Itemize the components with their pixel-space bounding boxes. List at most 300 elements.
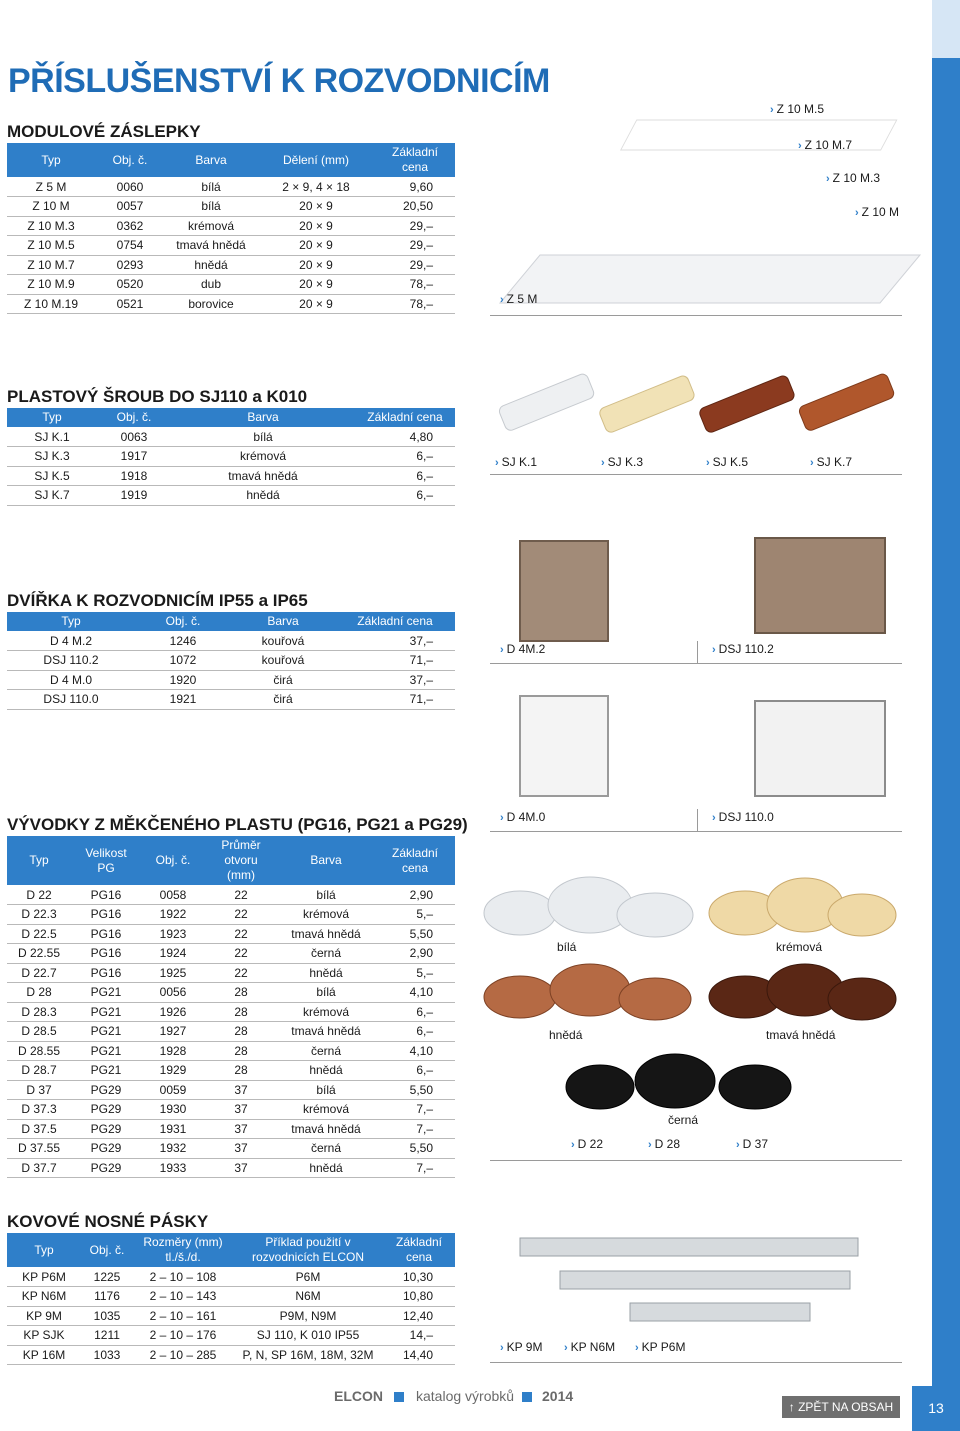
section-title-modulove: MODULOVÉ ZÁSLEPKY — [7, 122, 201, 141]
table-cell: Z 10 M.5 — [7, 236, 95, 256]
table-row — [7, 631, 455, 651]
table-cell: 1921 — [135, 690, 231, 710]
table-cell: 37 — [205, 1080, 277, 1100]
table-row — [7, 670, 455, 690]
table-cell: 37 — [205, 1158, 277, 1178]
table-row — [7, 486, 455, 506]
table-row — [7, 1100, 455, 1120]
footer-square-icon — [394, 1392, 404, 1402]
table-cell: 1930 — [141, 1100, 205, 1120]
table-cell: PG16 — [71, 885, 141, 905]
table-row — [7, 1080, 455, 1100]
divider — [490, 1362, 902, 1363]
table-cell: 1919 — [97, 486, 171, 506]
table-cell: krémová — [277, 1002, 375, 1022]
table-cell: Z 5 M — [7, 177, 95, 197]
table-cell: 0057 — [95, 197, 165, 217]
column-header: Základní cena — [375, 143, 455, 177]
table-cell: D 22 — [7, 885, 71, 905]
table-cell: 4,80 — [355, 427, 455, 447]
table-row — [7, 924, 455, 944]
table-cell: 0059 — [141, 1080, 205, 1100]
table-header-row — [7, 408, 455, 427]
table-row — [7, 447, 455, 467]
table-cell: 6,– — [375, 1022, 455, 1042]
table-cell: 37 — [205, 1139, 277, 1159]
label-d4m2: › D 4M.2 — [500, 642, 546, 656]
sidebar-bar — [932, 58, 960, 1386]
table-row — [7, 1061, 455, 1081]
table-cell: 0520 — [95, 275, 165, 295]
table-cell: D 4 M.2 — [7, 631, 135, 651]
table-cell: krémová — [277, 905, 375, 925]
table-cell: 1923 — [141, 924, 205, 944]
column-header: Barva — [277, 836, 375, 885]
sidebar-top — [932, 0, 960, 58]
table-cell: bílá — [277, 885, 375, 905]
table-cell: 37,– — [335, 631, 455, 651]
table-cell: D 22.5 — [7, 924, 71, 944]
table-cell: černá — [277, 1139, 375, 1159]
table-cell: Z 10 M.3 — [7, 216, 95, 236]
table-cell: 2,90 — [375, 885, 455, 905]
table-row — [7, 255, 455, 275]
divider — [697, 641, 698, 663]
table-cell: KP N6M — [7, 1287, 81, 1307]
table-cell: hnědá — [165, 255, 257, 275]
table-cell: N6M — [233, 1287, 383, 1307]
table-cell: borovice — [165, 294, 257, 314]
table-cell: 7,– — [375, 1100, 455, 1120]
table-cell: PG29 — [71, 1100, 141, 1120]
table-cell: 22 — [205, 944, 277, 964]
footer-catalog: katalog výrobků — [416, 1388, 515, 1404]
table-cell: D 22.7 — [7, 963, 71, 983]
table-cell: tmavá hnědá — [171, 466, 355, 486]
table-cell: 5,50 — [375, 1080, 455, 1100]
table-cell: KP 16M — [7, 1345, 81, 1365]
table-vyvodky — [7, 836, 455, 1178]
table-row — [7, 294, 455, 314]
table-cell: 37,– — [335, 670, 455, 690]
table-header-row — [7, 1233, 455, 1267]
column-header: Základní cena — [335, 612, 455, 631]
footer-square-icon — [522, 1392, 532, 1402]
table-row — [7, 1139, 455, 1159]
table-cell: 28 — [205, 1022, 277, 1042]
table-cell: 0060 — [95, 177, 165, 197]
label-color-cream: krémová — [776, 940, 823, 954]
table-cell: PG29 — [71, 1119, 141, 1139]
table-cell: 6,– — [355, 466, 455, 486]
doors-image — [515, 536, 895, 806]
table-cell: 22 — [205, 924, 277, 944]
table-cell: D 37 — [7, 1080, 71, 1100]
table-row — [7, 1326, 455, 1346]
label-z10m7: › Z 10 M.7 — [798, 138, 853, 152]
back-to-contents-button[interactable]: ↑ ZPĚT NA OBSAH — [782, 1396, 900, 1418]
table-cell: 14,– — [383, 1326, 455, 1346]
table-cell: 5,– — [375, 905, 455, 925]
table-row — [7, 1022, 455, 1042]
divider — [490, 663, 902, 664]
table-row — [7, 1287, 455, 1307]
column-header: Základní cena — [355, 408, 455, 427]
table-header-row — [7, 836, 455, 885]
table-cell: 1932 — [141, 1139, 205, 1159]
table-cell: PG29 — [71, 1080, 141, 1100]
table-cell: D 22.3 — [7, 905, 71, 925]
label-color-white: bílá — [557, 940, 577, 954]
table-cell: bílá — [277, 983, 375, 1003]
table-cell: tmavá hnědá — [277, 1022, 375, 1042]
column-header: Velikost PG — [71, 836, 141, 885]
table-sroub — [7, 408, 455, 506]
table-cell: 1033 — [81, 1345, 133, 1365]
table-cell: bílá — [165, 197, 257, 217]
table-row — [7, 651, 455, 671]
table-cell: D 28.3 — [7, 1002, 71, 1022]
label-dsj1102: › DSJ 110.2 — [712, 642, 774, 656]
table-cell: 7,– — [375, 1119, 455, 1139]
table-cell: 2 – 10 – 176 — [133, 1326, 233, 1346]
table-cell: 6,– — [375, 1002, 455, 1022]
label-kpn6m: › KP N6M — [564, 1340, 616, 1354]
table-cell: DSJ 110.0 — [7, 690, 135, 710]
table-cell: 9,60 — [375, 177, 455, 197]
table-cell: 10,80 — [383, 1287, 455, 1307]
label-d28: › D 28 — [648, 1137, 681, 1151]
column-header: Základní cena — [383, 1233, 455, 1267]
table-cell: 2 – 10 – 161 — [133, 1306, 233, 1326]
table-cell: Z 10 M.19 — [7, 294, 95, 314]
table-row — [7, 1041, 455, 1061]
table-cell: 6,– — [355, 447, 455, 467]
table-cell: kouřová — [231, 631, 335, 651]
table-cell: PG16 — [71, 963, 141, 983]
table-cell: kouřová — [231, 651, 335, 671]
table-cell: D 28.55 — [7, 1041, 71, 1061]
table-cell: tmavá hnědá — [165, 236, 257, 256]
footer — [0, 1386, 932, 1416]
table-cell: PG16 — [71, 944, 141, 964]
column-header: Typ — [7, 1233, 81, 1267]
divider — [490, 315, 902, 316]
table-cell: krémová — [165, 216, 257, 236]
column-header: Typ — [7, 612, 135, 631]
table-cell: 1929 — [141, 1061, 205, 1081]
label-d4m0: › D 4M.0 — [500, 810, 546, 824]
table-cell: Z 10 M.7 — [7, 255, 95, 275]
table-cell: 1920 — [135, 670, 231, 690]
section-title-vyvodky: VÝVODKY Z MĚKČENÉHO PLASTU (PG16, PG21 a PG29) — [7, 815, 468, 834]
table-cell: 2 – 10 – 285 — [133, 1345, 233, 1365]
table-cell: D 28.5 — [7, 1022, 71, 1042]
page-title: PŘÍSLUŠENSTVÍ K ROZVODNICÍM — [8, 62, 550, 100]
table-cell: P, N, SP 16M, 18M, 32M — [233, 1345, 383, 1365]
table-row — [7, 427, 455, 447]
table-cell: 1072 — [135, 651, 231, 671]
table-cell: PG16 — [71, 924, 141, 944]
table-cell: 22 — [205, 885, 277, 905]
column-header: Barva — [231, 612, 335, 631]
table-cell: 78,– — [375, 275, 455, 295]
metal-strips-image — [520, 1235, 860, 1330]
table-row — [7, 983, 455, 1003]
table-row — [7, 885, 455, 905]
table-cell: tmavá hnědá — [277, 1119, 375, 1139]
table-cell: 1918 — [97, 466, 171, 486]
table-cell: 0754 — [95, 236, 165, 256]
table-row — [7, 1002, 455, 1022]
table-cell: 22 — [205, 905, 277, 925]
table-cell: 12,40 — [383, 1306, 455, 1326]
table-cell: DSJ 110.2 — [7, 651, 135, 671]
label-dsj1100: › DSJ 110.0 — [712, 810, 774, 824]
table-cell: 1246 — [135, 631, 231, 651]
table-row — [7, 690, 455, 710]
table-row — [7, 1345, 455, 1365]
table-cell: PG29 — [71, 1158, 141, 1178]
table-row — [7, 963, 455, 983]
table-cell: 1211 — [81, 1326, 133, 1346]
table-cell: D 28 — [7, 983, 71, 1003]
label-sjk1: › SJ K.1 — [495, 455, 538, 469]
table-cell: 20 × 9 — [257, 216, 375, 236]
table-cell: SJ K.5 — [7, 466, 97, 486]
table-row — [7, 1158, 455, 1178]
table-row — [7, 1119, 455, 1139]
table-cell: 2 × 9, 4 × 18 — [257, 177, 375, 197]
table-cell: 5,50 — [375, 1139, 455, 1159]
table-cell: 29,– — [375, 216, 455, 236]
table-header-row — [7, 143, 455, 177]
table-cell: 28 — [205, 1002, 277, 1022]
table-cell: 0293 — [95, 255, 165, 275]
table-cell: PG21 — [71, 1041, 141, 1061]
table-cell: PG21 — [71, 1002, 141, 1022]
table-cell: 37 — [205, 1100, 277, 1120]
table-cell: 10,30 — [383, 1267, 455, 1287]
label-z5m: › Z 5 M — [500, 292, 538, 306]
label-sjk5: › SJ K.5 — [706, 455, 749, 469]
table-row — [7, 275, 455, 295]
label-color-dark-brown: tmavá hnědá — [766, 1028, 836, 1042]
table-cell: 29,– — [375, 236, 455, 256]
column-header: Obj. č. — [81, 1233, 133, 1267]
table-cell: Z 10 M.9 — [7, 275, 95, 295]
table-cell: 1925 — [141, 963, 205, 983]
table-cell: 28 — [205, 1061, 277, 1081]
table-cell: 1035 — [81, 1306, 133, 1326]
table-cell: 4,10 — [375, 1041, 455, 1061]
table-cell: SJ K.7 — [7, 486, 97, 506]
table-cell: 0058 — [141, 885, 205, 905]
label-color-black: černá — [668, 1113, 699, 1127]
blanking-strips-image — [500, 95, 920, 310]
table-cell: dub — [165, 275, 257, 295]
table-cell: 6,– — [375, 1061, 455, 1081]
section-title-dvirka: DVÍŘKA K ROZVODNICÍM IP55 a IP65 — [7, 591, 308, 610]
table-row — [7, 1306, 455, 1326]
table-cell: KP P6M — [7, 1267, 81, 1287]
table-row — [7, 905, 455, 925]
table-cell: bílá — [165, 177, 257, 197]
column-header: Typ — [7, 143, 95, 177]
table-cell: 1225 — [81, 1267, 133, 1287]
table-cell: 2 – 10 – 108 — [133, 1267, 233, 1287]
table-cell: bílá — [171, 427, 355, 447]
table-cell: 71,– — [335, 690, 455, 710]
table-cell: SJ 110, K 010 IP55 — [233, 1326, 383, 1346]
table-cell: KP SJK — [7, 1326, 81, 1346]
table-cell: PG29 — [71, 1139, 141, 1159]
table-cell: D 37.5 — [7, 1119, 71, 1139]
table-cell: 22 — [205, 963, 277, 983]
table-cell: 7,– — [375, 1158, 455, 1178]
table-row — [7, 1267, 455, 1287]
table-cell: hnědá — [171, 486, 355, 506]
table-cell: 5,50 — [375, 924, 455, 944]
label-z10m: › Z 10 M — [855, 205, 900, 219]
table-row — [7, 944, 455, 964]
table-cell: 2 – 10 – 143 — [133, 1287, 233, 1307]
column-header: Typ — [7, 836, 71, 885]
table-cell: KP 9M — [7, 1306, 81, 1326]
table-cell: 1924 — [141, 944, 205, 964]
table-cell: 1176 — [81, 1287, 133, 1307]
table-cell: krémová — [277, 1100, 375, 1120]
table-cell: PG21 — [71, 983, 141, 1003]
label-sjk7: › SJ K.7 — [810, 455, 853, 469]
table-cell: PG21 — [71, 1061, 141, 1081]
table-row — [7, 197, 455, 217]
table-cell: 4,10 — [375, 983, 455, 1003]
table-cell: čirá — [231, 690, 335, 710]
table-cell: bílá — [277, 1080, 375, 1100]
table-cell: 28 — [205, 1041, 277, 1061]
section-title-sroub: PLASTOVÝ ŠROUB DO SJ110 a K010 — [7, 387, 308, 406]
column-header: Příklad použití v rozvodnicích ELCON — [233, 1233, 383, 1267]
column-header: Základní cena — [375, 836, 455, 885]
table-cell: 20,50 — [375, 197, 455, 217]
divider — [697, 809, 698, 831]
table-cell: hnědá — [277, 963, 375, 983]
column-header: Typ — [7, 408, 97, 427]
table-cell: D 28.7 — [7, 1061, 71, 1081]
table-cell: 1917 — [97, 447, 171, 467]
table-cell: 14,40 — [383, 1345, 455, 1365]
table-cell: 2,90 — [375, 944, 455, 964]
label-d37: › D 37 — [736, 1137, 769, 1151]
column-header: Barva — [171, 408, 355, 427]
label-z10m5: › Z 10 M.5 — [770, 102, 825, 116]
table-cell: 5,– — [375, 963, 455, 983]
glands-image — [480, 865, 900, 1115]
table-row — [7, 177, 455, 197]
table-cell: Z 10 M — [7, 197, 95, 217]
table-cell: 0362 — [95, 216, 165, 236]
table-cell: P6M — [233, 1267, 383, 1287]
table-cell: PG21 — [71, 1022, 141, 1042]
table-cell: 20 × 9 — [257, 197, 375, 217]
table-cell: hnědá — [277, 1158, 375, 1178]
table-cell: 37 — [205, 1119, 277, 1139]
divider — [490, 1160, 902, 1161]
table-cell: D 37.7 — [7, 1158, 71, 1178]
table-cell: černá — [277, 944, 375, 964]
table-cell: 20 × 9 — [257, 236, 375, 256]
table-cell: 28 — [205, 983, 277, 1003]
label-color-brown: hnědá — [549, 1028, 583, 1042]
table-cell: tmavá hnědá — [277, 924, 375, 944]
divider — [490, 474, 902, 475]
table-cell: P9M, N9M — [233, 1306, 383, 1326]
label-sjk3: › SJ K.3 — [601, 455, 644, 469]
column-header: Obj. č. — [135, 612, 231, 631]
table-cell: hnědá — [277, 1061, 375, 1081]
table-row — [7, 216, 455, 236]
footer-year: 2014 — [542, 1388, 574, 1404]
table-modulove — [7, 143, 455, 314]
table-cell: D 4 M.0 — [7, 670, 135, 690]
table-cell: D 37.55 — [7, 1139, 71, 1159]
table-cell: 1928 — [141, 1041, 205, 1061]
table-cell: 1922 — [141, 905, 205, 925]
table-cell: 1931 — [141, 1119, 205, 1139]
column-header: Obj. č. — [95, 143, 165, 177]
divider — [490, 831, 902, 832]
table-pasky — [7, 1233, 455, 1365]
table-cell: 0056 — [141, 983, 205, 1003]
label-kpp6m: › KP P6M — [635, 1340, 686, 1354]
table-cell: D 22.55 — [7, 944, 71, 964]
table-cell: 20 × 9 — [257, 255, 375, 275]
table-cell: 1927 — [141, 1022, 205, 1042]
table-cell: 71,– — [335, 651, 455, 671]
table-cell: 20 × 9 — [257, 294, 375, 314]
column-header: Dělení (mm) — [257, 143, 375, 177]
table-cell: SJ K.1 — [7, 427, 97, 447]
table-cell: SJ K.3 — [7, 447, 97, 467]
table-cell: 0063 — [97, 427, 171, 447]
table-cell: černá — [277, 1041, 375, 1061]
table-cell: 20 × 9 — [257, 275, 375, 295]
table-cell: PG16 — [71, 905, 141, 925]
column-header: Barva — [165, 143, 257, 177]
table-dvirka — [7, 612, 455, 710]
column-header: Průměr otvoru (mm) — [205, 836, 277, 885]
label-z10m3: › Z 10 M.3 — [826, 171, 881, 185]
table-cell: 0521 — [95, 294, 165, 314]
column-header: Obj. č. — [97, 408, 171, 427]
label-kp9m: › KP 9M — [500, 1340, 543, 1354]
table-cell: 6,– — [355, 486, 455, 506]
table-cell: 78,– — [375, 294, 455, 314]
table-cell: 1926 — [141, 1002, 205, 1022]
table-cell: krémová — [171, 447, 355, 467]
table-header-row — [7, 612, 455, 631]
table-cell: D 37.3 — [7, 1100, 71, 1120]
table-row — [7, 236, 455, 256]
table-cell: 1933 — [141, 1158, 205, 1178]
column-header: Obj. č. — [141, 836, 205, 885]
table-cell: 29,– — [375, 255, 455, 275]
screws-image — [495, 365, 895, 445]
column-header: Rozměry (mm) tl./š./d. — [133, 1233, 233, 1267]
table-cell: čirá — [231, 670, 335, 690]
footer-brand: ELCON — [334, 1388, 383, 1404]
